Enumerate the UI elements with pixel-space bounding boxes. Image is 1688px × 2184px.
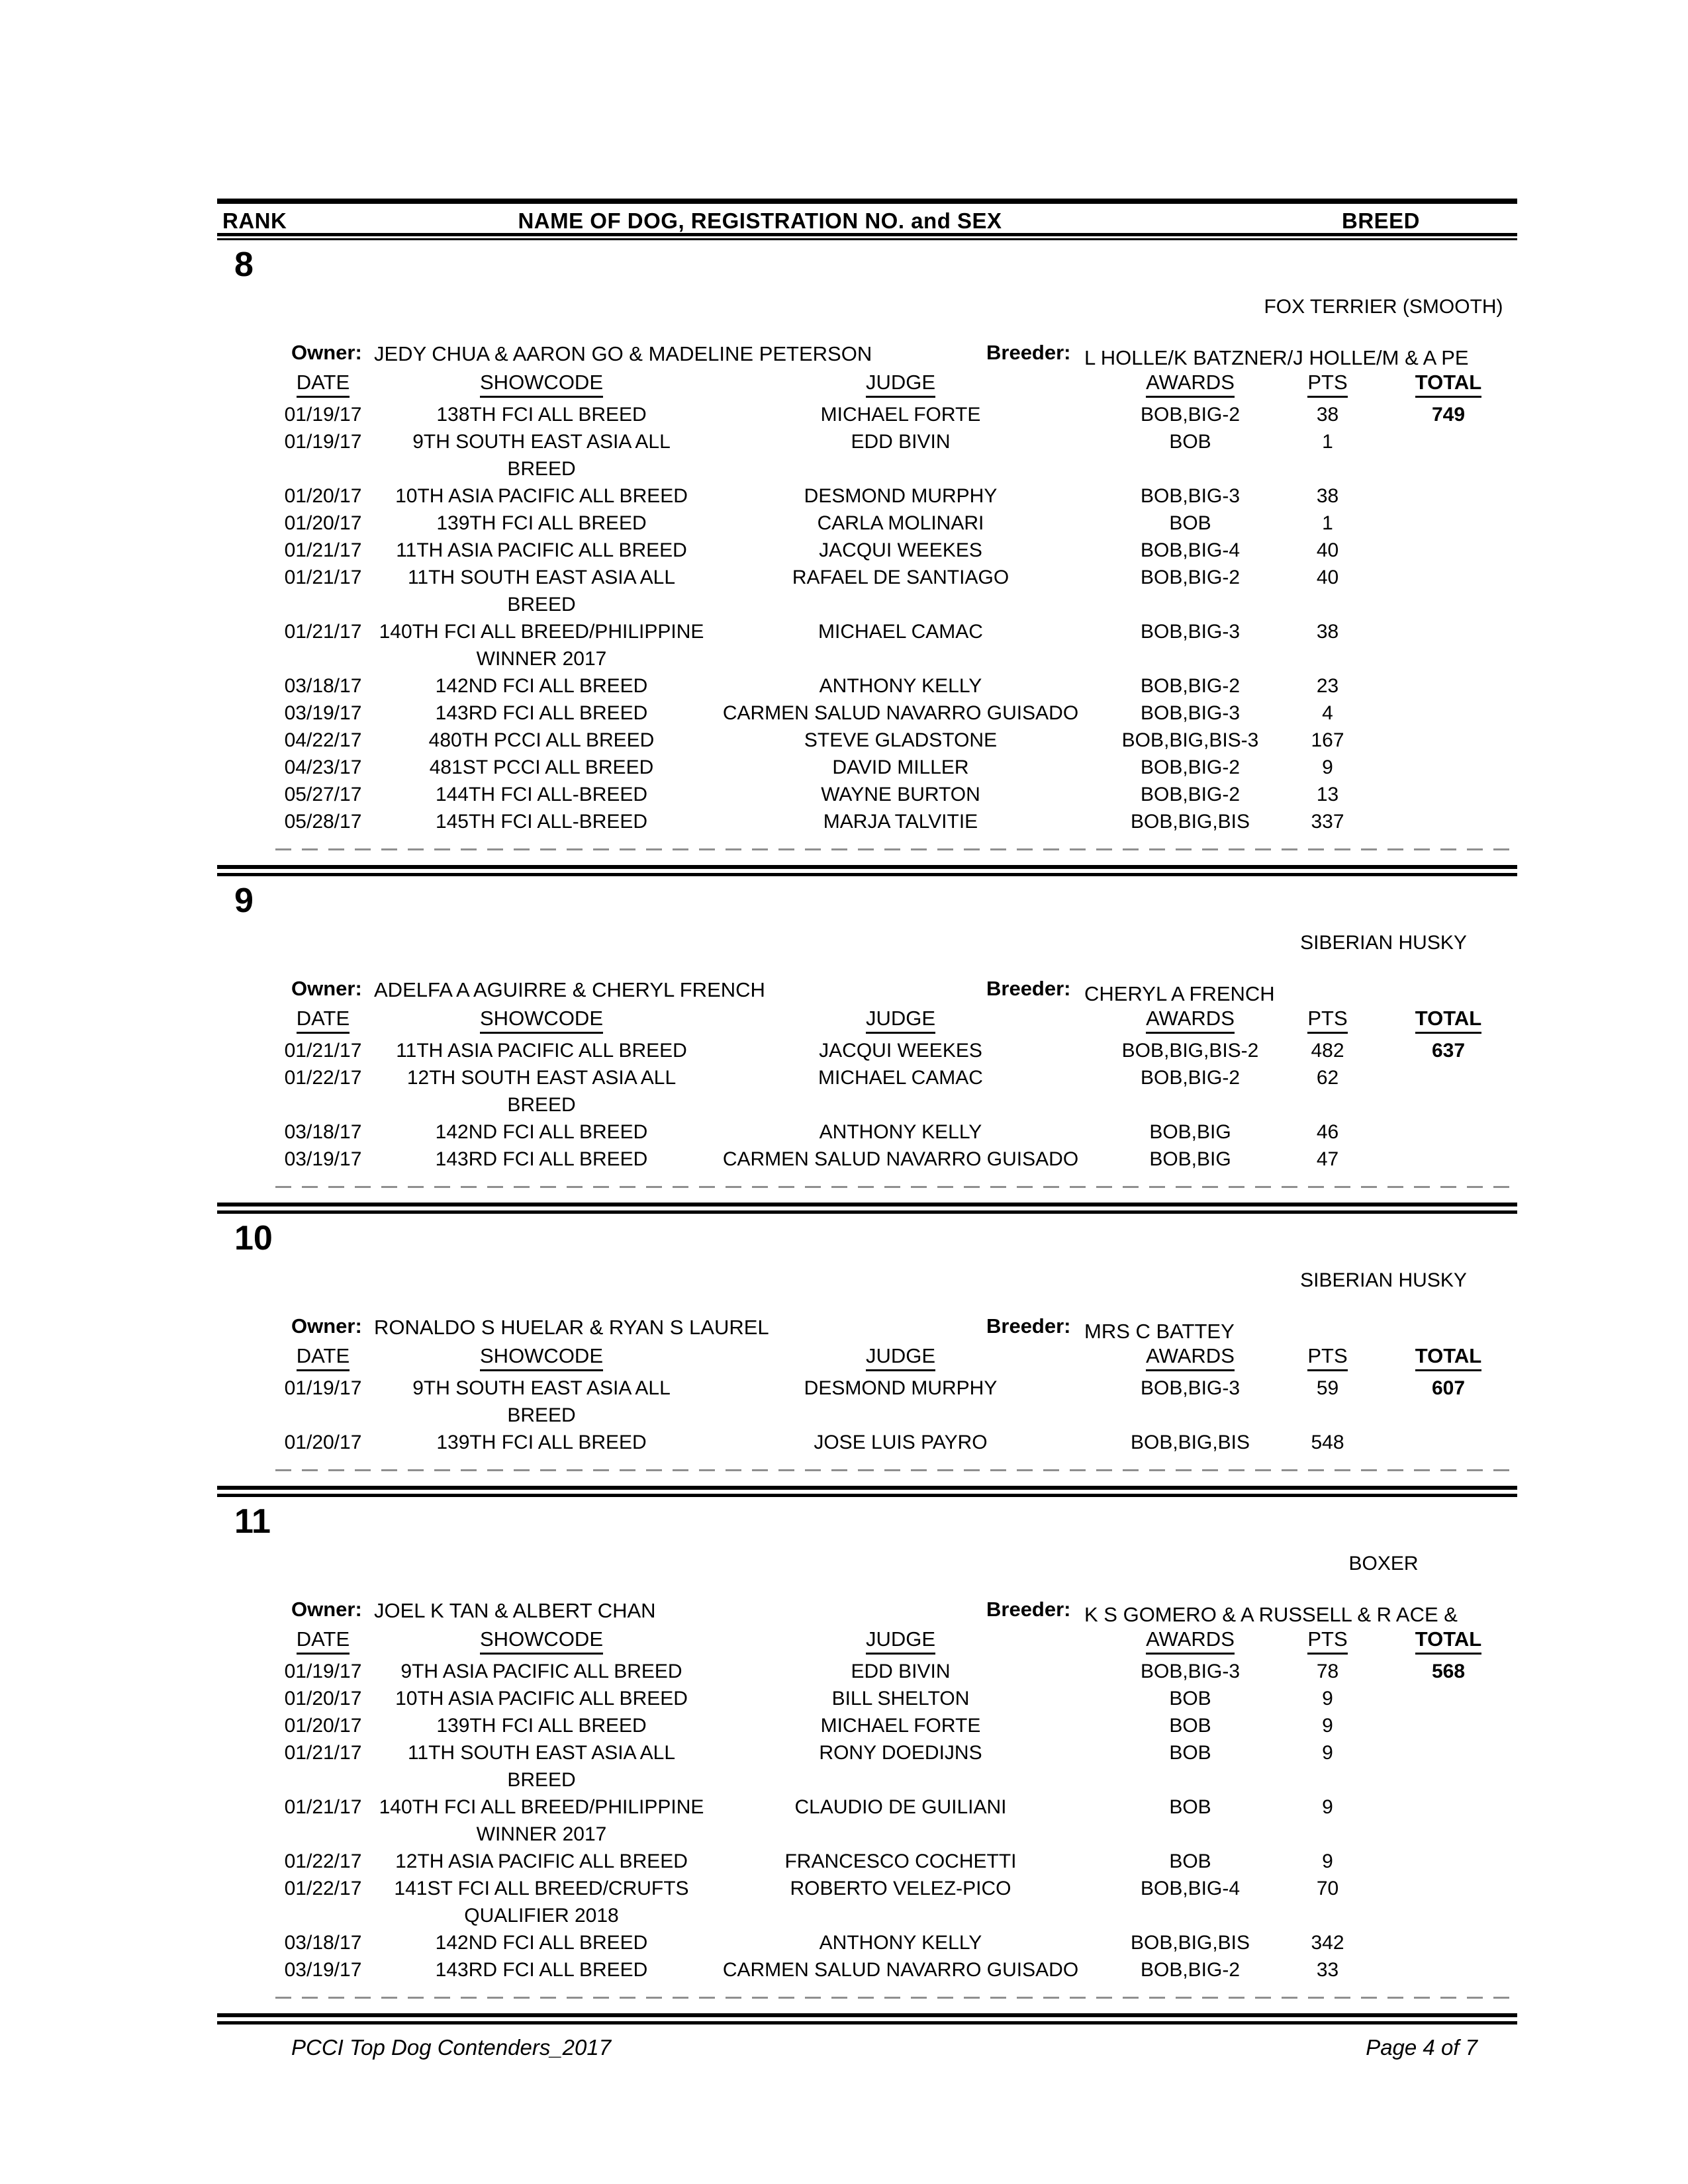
section-dashed-separator <box>275 1469 1513 1471</box>
row-date: 03/18/17 <box>284 1121 362 1143</box>
breeder-value: MRS C BATTEY <box>1084 1320 1235 1343</box>
row-showcode: 140TH FCI ALL BREED/PHILIPPINE WINNER 2017 <box>379 1796 704 1845</box>
table-row <box>217 401 1517 428</box>
row-showcode: 138TH FCI ALL BREED <box>436 404 647 426</box>
row-points: 4 <box>1322 702 1333 724</box>
table-header-row <box>217 204 1517 233</box>
row-total: 637 <box>1431 1040 1466 1062</box>
row-date: 01/21/17 <box>284 1796 362 1818</box>
rank-column-header: RANK <box>222 208 287 233</box>
row-points: 9 <box>1322 1796 1333 1818</box>
row-showcode: 9TH ASIA PACIFIC ALL BREED <box>400 1661 682 1682</box>
dog-breed: FOX TERRIER (SMOOTH) <box>1264 296 1503 318</box>
row-showcode: 139TH FCI ALL BREED <box>436 1432 647 1453</box>
row-points: 342 <box>1311 1932 1344 1954</box>
pts-header: PTS <box>1307 1344 1347 1371</box>
breeder-label: Breeder: <box>986 977 1071 1000</box>
row-points: 70 <box>1316 1878 1339 1899</box>
row-awards: BOB,BIG-3 <box>1140 1661 1241 1682</box>
judge-header: JUDGE <box>866 1007 935 1034</box>
date-header: DATE <box>297 1627 350 1655</box>
row-points: 9 <box>1322 1850 1333 1872</box>
section-dashed-separator <box>275 1997 1513 1999</box>
owner-value: JEDY CHUA & AARON GO & MADELINE PETERSON <box>374 342 872 365</box>
awards-header: AWARDS <box>1146 371 1235 398</box>
row-showcode: 142ND FCI ALL BREED <box>435 675 648 697</box>
total-header: TOTAL <box>1415 1344 1481 1371</box>
row-date: 01/20/17 <box>284 1688 362 1709</box>
row-judge: DESMOND MURPHY <box>804 1377 998 1399</box>
table-row <box>217 808 1517 835</box>
breeder-label: Breeder: <box>986 341 1071 364</box>
row-showcode: 139TH FCI ALL BREED <box>436 512 647 534</box>
row-date: 01/19/17 <box>284 404 362 426</box>
row-showcode: 11TH SOUTH EAST ASIA ALL BREED <box>407 567 676 615</box>
breed-column-header: BREED <box>1341 208 1421 233</box>
row-judge: BILL SHELTON <box>831 1688 970 1709</box>
row-awards: BOB,BIG,BIS <box>1130 1432 1250 1453</box>
row-awards: BOB <box>1169 1850 1211 1872</box>
row-judge: DESMOND MURPHY <box>804 485 998 507</box>
dog-breed: SIBERIAN HUSKY <box>1300 1269 1467 1291</box>
owner-value: JOEL K TAN & ALBERT CHAN <box>374 1599 656 1622</box>
table-row <box>217 1956 1517 1983</box>
row-showcode: 10TH ASIA PACIFIC ALL BREED <box>395 485 688 507</box>
rank-number: 8 <box>234 246 254 284</box>
header-top-rule <box>217 199 1517 204</box>
row-showcode: 9TH SOUTH EAST ASIA ALL BREED <box>412 431 671 480</box>
row-points: 23 <box>1316 675 1339 697</box>
row-showcode: 9TH SOUTH EAST ASIA ALL BREED <box>412 1377 671 1426</box>
owner-breeder-line <box>217 1594 1517 1624</box>
row-judge: EDD BIVIN <box>851 1661 951 1682</box>
breeder-label: Breeder: <box>986 1598 1071 1621</box>
dog-entry-section <box>217 1504 1517 2025</box>
row-judge: CARMEN SALUD NAVARRO GUISADO <box>722 702 1079 724</box>
section-rule <box>217 865 1517 876</box>
table-row <box>217 564 1517 618</box>
row-points: 47 <box>1316 1148 1339 1170</box>
page-footer <box>217 2035 1517 2064</box>
row-awards: BOB,BIG-2 <box>1140 404 1241 426</box>
row-points: 1 <box>1322 431 1333 453</box>
row-awards: BOB <box>1169 1742 1211 1764</box>
dog-title-bar <box>275 923 1513 964</box>
row-judge: CLAUDIO DE GUILIANI <box>794 1796 1007 1818</box>
row-judge: MICHAEL FORTE <box>820 404 981 426</box>
row-awards: BOB,BIG-2 <box>1140 675 1241 697</box>
row-showcode: 139TH FCI ALL BREED <box>436 1715 647 1737</box>
date-header: DATE <box>297 1007 350 1034</box>
row-date: 01/19/17 <box>284 431 362 453</box>
row-date: 01/20/17 <box>284 1715 362 1737</box>
row-points: 482 <box>1311 1040 1344 1062</box>
table-row <box>217 781 1517 808</box>
row-judge: STEVE GLADSTONE <box>804 729 998 751</box>
row-date: 05/27/17 <box>284 784 362 805</box>
dog-entry-section <box>217 1220 1517 1497</box>
table-row <box>217 672 1517 700</box>
row-awards: BOB <box>1169 1796 1211 1818</box>
row-points: 167 <box>1311 729 1344 751</box>
dog-title-bar <box>275 1260 1513 1301</box>
showcode-header: SHOWCODE <box>480 1344 603 1371</box>
showcode-header: SHOWCODE <box>480 371 603 398</box>
row-points: 62 <box>1316 1067 1339 1089</box>
owner-value: ADELFA A AGUIRRE & CHERYL FRENCH <box>374 978 765 1001</box>
section-rule <box>217 1203 1517 1214</box>
row-date: 03/18/17 <box>284 1932 362 1954</box>
row-judge: RONY DOEDIJNS <box>819 1742 982 1764</box>
row-judge: DAVID MILLER <box>832 756 969 778</box>
row-points: 38 <box>1316 485 1339 507</box>
row-awards: BOB,BIG-2 <box>1140 784 1241 805</box>
row-awards: BOB,BIG-3 <box>1140 485 1241 507</box>
awards-header: AWARDS <box>1146 1007 1235 1034</box>
row-date: 01/21/17 <box>284 567 362 588</box>
row-awards: BOB <box>1169 1715 1211 1737</box>
row-total: 568 <box>1431 1661 1466 1682</box>
row-date: 01/21/17 <box>284 621 362 643</box>
row-awards: BOB,BIG,BIS-2 <box>1121 1040 1259 1062</box>
table-row <box>217 537 1517 564</box>
row-judge: RAFAEL DE SANTIAGO <box>792 567 1009 588</box>
row-judge: ROBERTO VELEZ-PICO <box>790 1878 1011 1899</box>
row-showcode: 144TH FCI ALL-BREED <box>435 784 648 805</box>
row-judge: JACQUI WEEKES <box>819 1040 982 1062</box>
show-results-list <box>217 401 1517 835</box>
row-judge: JOSE LUIS PAYRO <box>814 1432 988 1453</box>
table-row <box>217 1429 1517 1456</box>
row-showcode: 143RD FCI ALL BREED <box>435 702 648 724</box>
table-row <box>217 1794 1517 1848</box>
row-awards: BOB,BIG-2 <box>1140 1959 1241 1981</box>
table-row <box>217 1685 1517 1712</box>
row-judge: EDD BIVIN <box>851 431 951 453</box>
table-row <box>217 1712 1517 1739</box>
row-showcode: 481ST PCCI ALL BREED <box>429 756 654 778</box>
row-awards: BOB,BIG <box>1149 1148 1231 1170</box>
table-row <box>217 1875 1517 1929</box>
breeder-value: CHERYL A FRENCH <box>1084 982 1275 1005</box>
row-showcode: 142ND FCI ALL BREED <box>435 1932 648 1954</box>
row-date: 01/21/17 <box>284 1742 362 1764</box>
row-date: 01/22/17 <box>284 1850 362 1872</box>
row-total: 749 <box>1431 404 1466 426</box>
row-date: 01/19/17 <box>284 1661 362 1682</box>
row-judge: CARLA MOLINARI <box>817 512 984 534</box>
row-points: 38 <box>1316 404 1339 426</box>
row-date: 05/28/17 <box>284 811 362 833</box>
table-row <box>217 428 1517 482</box>
owner-breeder-line <box>217 973 1517 1003</box>
row-showcode: 480TH PCCI ALL BREED <box>428 729 655 751</box>
table-row <box>217 1848 1517 1875</box>
show-results-list <box>217 1375 1517 1456</box>
row-points: 9 <box>1322 1715 1333 1737</box>
section-rule <box>217 1486 1517 1497</box>
table-row <box>217 618 1517 672</box>
row-judge: FRANCESCO COCHETTI <box>784 1850 1017 1872</box>
column-headers <box>217 1342 1517 1369</box>
owner-breeder-line <box>217 1310 1517 1341</box>
breeder-value: L HOLLE/K BATZNER/J HOLLE/M & A PE <box>1084 346 1469 369</box>
row-points: 33 <box>1316 1959 1339 1981</box>
row-showcode: 143RD FCI ALL BREED <box>435 1959 648 1981</box>
row-judge: JACQUI WEEKES <box>819 539 982 561</box>
total-header: TOTAL <box>1415 371 1481 398</box>
pts-header: PTS <box>1307 1007 1347 1034</box>
row-awards: BOB <box>1169 512 1211 534</box>
row-showcode: 12TH ASIA PACIFIC ALL BREED <box>395 1850 688 1872</box>
total-header: TOTAL <box>1415 1007 1481 1034</box>
row-points: 9 <box>1322 1688 1333 1709</box>
row-points: 40 <box>1316 567 1339 588</box>
row-awards: BOB <box>1169 1688 1211 1709</box>
row-date: 01/20/17 <box>284 1432 362 1453</box>
total-header: TOTAL <box>1415 1627 1481 1655</box>
row-judge: MARJA TALVITIE <box>823 811 978 833</box>
pts-header: PTS <box>1307 1627 1347 1655</box>
row-judge: CARMEN SALUD NAVARRO GUISADO <box>722 1959 1079 1981</box>
owner-label: Owner: <box>291 341 362 364</box>
section-rule <box>217 2013 1517 2025</box>
table-row <box>217 1658 1517 1685</box>
row-date: 03/19/17 <box>284 1148 362 1170</box>
row-points: 1 <box>1322 512 1333 534</box>
dog-breed: BOXER <box>1348 1553 1419 1574</box>
table-row <box>217 1064 1517 1118</box>
row-total: 607 <box>1431 1377 1466 1399</box>
row-judge: ANTHONY KELLY <box>819 1121 982 1143</box>
row-date: 01/20/17 <box>284 512 362 534</box>
owner-label: Owner: <box>291 977 362 1000</box>
row-date: 01/21/17 <box>284 1040 362 1062</box>
row-showcode: 142ND FCI ALL BREED <box>435 1121 648 1143</box>
breeder-label: Breeder: <box>986 1314 1071 1338</box>
row-showcode: 143RD FCI ALL BREED <box>435 1148 648 1170</box>
column-headers <box>217 1625 1517 1653</box>
row-points: 46 <box>1316 1121 1339 1143</box>
row-awards: BOB,BIG-4 <box>1140 1878 1241 1899</box>
row-showcode: 11TH SOUTH EAST ASIA ALL BREED <box>407 1742 676 1791</box>
dog-name: PHIL GR/JR CH/PW'17 FOXFIRE BALLROOM BLITZ (SAF), PCCISB 40868Z3 (M) <box>282 1268 1104 1293</box>
row-points: 40 <box>1316 539 1339 561</box>
header-bottom-rule <box>217 233 1517 240</box>
showcode-header: SHOWCODE <box>480 1627 603 1655</box>
row-awards: BOB,BIG-3 <box>1140 621 1241 643</box>
row-points: 548 <box>1311 1432 1344 1453</box>
row-date: 01/22/17 <box>284 1878 362 1899</box>
table-row <box>217 1037 1517 1064</box>
row-awards: BOB,BIG-2 <box>1140 1067 1241 1089</box>
row-awards: BOB,BIG-2 <box>1140 756 1241 778</box>
row-points: 9 <box>1322 756 1333 778</box>
date-header: DATE <box>297 371 350 398</box>
row-date: 01/19/17 <box>284 1377 362 1399</box>
row-points: 9 <box>1322 1742 1333 1764</box>
row-showcode: 10TH ASIA PACIFIC ALL BREED <box>395 1688 688 1709</box>
row-date: 01/22/17 <box>284 1067 362 1089</box>
footer-page-number: Page 4 of 7 <box>1366 2035 1477 2060</box>
owner-value: RONALDO S HUELAR & RYAN S LAUREL <box>374 1316 769 1339</box>
show-results-list <box>217 1658 1517 1983</box>
dog-entry-section <box>217 883 1517 1214</box>
dog-title-bar <box>275 1543 1513 1584</box>
table-row <box>217 1929 1517 1956</box>
judge-header: JUDGE <box>866 1627 935 1655</box>
row-awards: BOB,BIG-3 <box>1140 702 1241 724</box>
column-headers <box>217 369 1517 396</box>
row-date: 01/20/17 <box>284 485 362 507</box>
table-row <box>217 754 1517 781</box>
rank-number: 9 <box>234 882 254 920</box>
row-judge: ANTHONY KELLY <box>819 1932 982 1954</box>
row-awards: BOB,BIG-4 <box>1140 539 1241 561</box>
rank-number: 11 <box>234 1502 271 1541</box>
dog-entry-section <box>217 247 1517 876</box>
footer-document-title: PCCI Top Dog Contenders_2017 <box>291 2035 612 2060</box>
table-row <box>217 1375 1517 1429</box>
row-points: 78 <box>1316 1661 1339 1682</box>
row-showcode: 145TH FCI ALL-BREED <box>435 811 648 833</box>
table-row <box>217 727 1517 754</box>
show-results-list <box>217 1037 1517 1173</box>
awards-header: AWARDS <box>1146 1627 1235 1655</box>
row-points: 59 <box>1316 1377 1339 1399</box>
table-row <box>217 700 1517 727</box>
row-judge: CARMEN SALUD NAVARRO GUISADO <box>722 1148 1079 1170</box>
row-date: 03/18/17 <box>284 675 362 697</box>
owner-label: Owner: <box>291 1314 362 1338</box>
dog-name: PHIL HOF/JR CH/PW'17 BURBERRY HAREWOOD TERRIFIC'S JUST ONE LOOK (U <box>282 295 1133 319</box>
table-row <box>217 1146 1517 1173</box>
row-date: 03/19/17 <box>284 702 362 724</box>
table-row <box>217 482 1517 510</box>
dog-title-bar <box>275 287 1513 328</box>
row-awards: BOB,BIG,BIS-3 <box>1121 729 1259 751</box>
table-row <box>217 510 1517 537</box>
row-judge: MICHAEL CAMAC <box>818 621 983 643</box>
row-awards: BOB,BIG <box>1149 1121 1231 1143</box>
row-showcode: 11TH ASIA PACIFIC ALL BREED <box>396 539 687 561</box>
row-judge: ANTHONY KELLY <box>819 675 982 697</box>
dog-name: PHIL HOF/AM/SEA/APAC CH/PW'17 DAYBREAK N HALLMARKS I'M ON FIRE (USA) <box>282 1551 1141 1576</box>
row-awards: BOB <box>1169 431 1211 453</box>
row-judge: MICHAEL FORTE <box>820 1715 981 1737</box>
row-judge: WAYNE BURTON <box>821 784 980 805</box>
showcode-header: SHOWCODE <box>480 1007 603 1034</box>
breeder-value: K S GOMERO & A RUSSELL & R ACE & <box>1084 1603 1458 1626</box>
row-points: 13 <box>1316 784 1339 805</box>
dog-name: PHIL HOF/INT/AM GR/PAK/LKA/TWN/TH CH TOPAZ SILVER LINING (USA), PCCISB <box>282 931 1137 955</box>
row-points: 38 <box>1316 621 1339 643</box>
section-dashed-separator <box>275 848 1513 850</box>
row-date: 03/19/17 <box>284 1959 362 1981</box>
page-content <box>217 0 1517 2064</box>
row-awards: BOB,BIG-2 <box>1140 567 1241 588</box>
table-row <box>217 1118 1517 1146</box>
judge-header: JUDGE <box>866 371 935 398</box>
date-header: DATE <box>297 1344 350 1371</box>
row-awards: BOB,BIG,BIS <box>1130 811 1250 833</box>
name-column-header: NAME OF DOG, REGISTRATION NO. and SEX <box>518 208 1002 233</box>
owner-breeder-line <box>217 337 1517 367</box>
row-points: 337 <box>1311 811 1344 833</box>
row-date: 04/22/17 <box>284 729 362 751</box>
table-row <box>217 1739 1517 1794</box>
row-showcode: 12TH SOUTH EAST ASIA ALL BREED <box>406 1067 677 1116</box>
rank-number: 10 <box>234 1219 273 1257</box>
row-date: 04/23/17 <box>284 756 362 778</box>
row-showcode: 11TH ASIA PACIFIC ALL BREED <box>396 1040 687 1062</box>
row-date: 01/21/17 <box>284 539 362 561</box>
section-dashed-separator <box>275 1186 1513 1188</box>
row-judge: MICHAEL CAMAC <box>818 1067 983 1089</box>
awards-header: AWARDS <box>1146 1344 1235 1371</box>
row-showcode: 141ST FCI ALL BREED/CRUFTS QUALIFIER 2018 <box>394 1878 689 1927</box>
dog-breed: SIBERIAN HUSKY <box>1300 932 1467 954</box>
column-headers <box>217 1005 1517 1032</box>
row-awards: BOB,BIG-3 <box>1140 1377 1241 1399</box>
pts-header: PTS <box>1307 371 1347 398</box>
row-showcode: 140TH FCI ALL BREED/PHILIPPINE WINNER 2017 <box>379 621 704 670</box>
owner-label: Owner: <box>291 1598 362 1621</box>
judge-header: JUDGE <box>866 1344 935 1371</box>
row-awards: BOB,BIG,BIS <box>1130 1932 1250 1954</box>
